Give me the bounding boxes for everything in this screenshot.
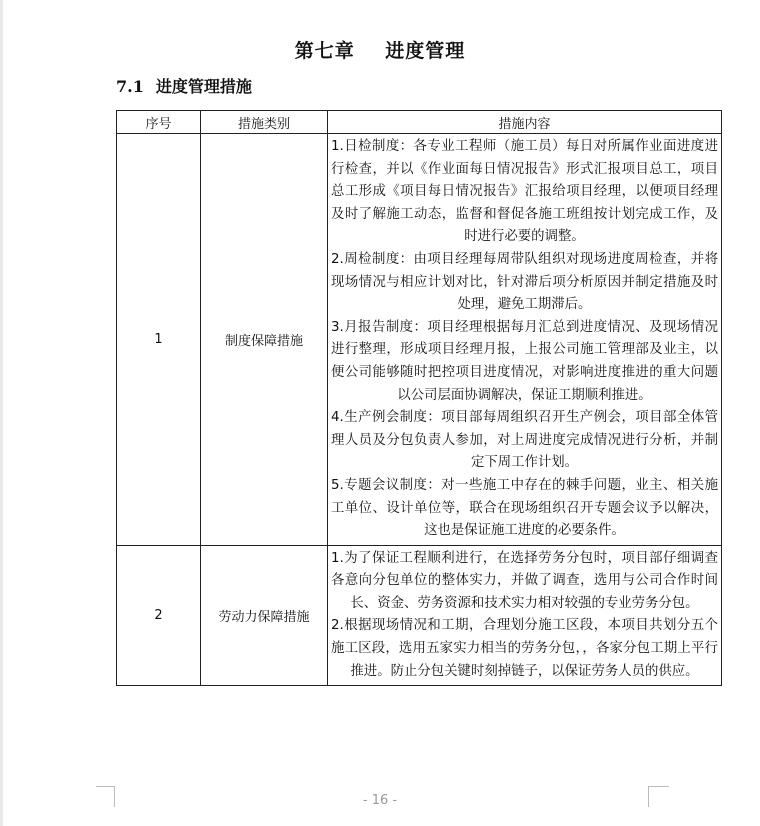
measure-item: 5.专题会议制度：对一些施工中存在的棘手问题，业主、相关施工单位、设计单位等，联合在现场组织召开专题会议予以解决，这也是保证施工进度的必要条件。 bbox=[331, 477, 718, 539]
header-no: 序号 bbox=[117, 111, 201, 134]
measure-item: 3.月报告制度：项目经理根据每月汇总到进度情况、及现场情况进行整理，形成项目经理月报，上报公司施工管理部及业主，以便公司能够随时把控项目进度情况，对影响进度推进的重大问题以公司层面协调解决，保证工期顺利推进。 bbox=[331, 319, 718, 403]
section-number: 7.1 bbox=[116, 77, 144, 96]
table-header-row bbox=[117, 111, 722, 134]
section-title: 进度管理措施 bbox=[155, 77, 252, 96]
table-row bbox=[117, 134, 722, 546]
measure-item: 2.周检制度：由项目经理每周带队组织对现场进度周检查，并将现场情况与相应计划对比，针对滞后项分析原因并制定措施及时处理，避免工期滞后。 bbox=[331, 251, 718, 313]
row-no: 2 bbox=[117, 545, 201, 686]
row-content bbox=[328, 545, 722, 686]
row-category: 制度保障措施 bbox=[201, 134, 328, 546]
page-number: - 16 - bbox=[362, 793, 398, 808]
row-no: 1 bbox=[117, 134, 201, 546]
row-category: 劳动力保障措施 bbox=[201, 545, 328, 686]
measure-item: 2.根据现场情况和工期，合理划分施工区段，本项目共划分五个施工区段，选用五家实力相当的劳务分包，，各家分包工期上平行推进。防止分包关键时刻掉链子，以保证劳务人员的供应。 bbox=[331, 618, 718, 679]
chapter-title: 第七章 进度管理 bbox=[294, 40, 466, 62]
measure-item: 4.生产例会制度：项目部每周组织召开生产例会，项目部全体管理人员及分包负责人参加，对上周进度完成情况进行分析，并制定下周工作计划。 bbox=[331, 410, 718, 471]
row-content bbox=[328, 134, 722, 546]
measure-item: 1.日检制度：各专业工程师（施工员）每日对所属作业面进度进行检查，并以《作业面每日情况报告》形式汇报项目总工，项目总工形成《项目每日情况报告》汇报给项目经理，以便项目经理及时了解施工动态，监督和督促各施工班组按计划完成工作，及时进行必要的调整。 bbox=[331, 139, 718, 245]
section-heading bbox=[116, 74, 252, 97]
header-content: 措施内容 bbox=[328, 111, 722, 134]
measure-item: 1.为了保证工程顺利进行，在选择劳务分包时，项目部仔细调查各意向分包单位的整体实力，并做了调查，选用与公司合作时间长、资金、劳务资源和技术实力相对较强的专业劳务分包。 bbox=[331, 550, 718, 611]
header-category: 措施类别 bbox=[201, 111, 328, 134]
measures-table bbox=[116, 110, 722, 686]
table-row bbox=[117, 545, 722, 686]
page-edge bbox=[0, 0, 3, 826]
